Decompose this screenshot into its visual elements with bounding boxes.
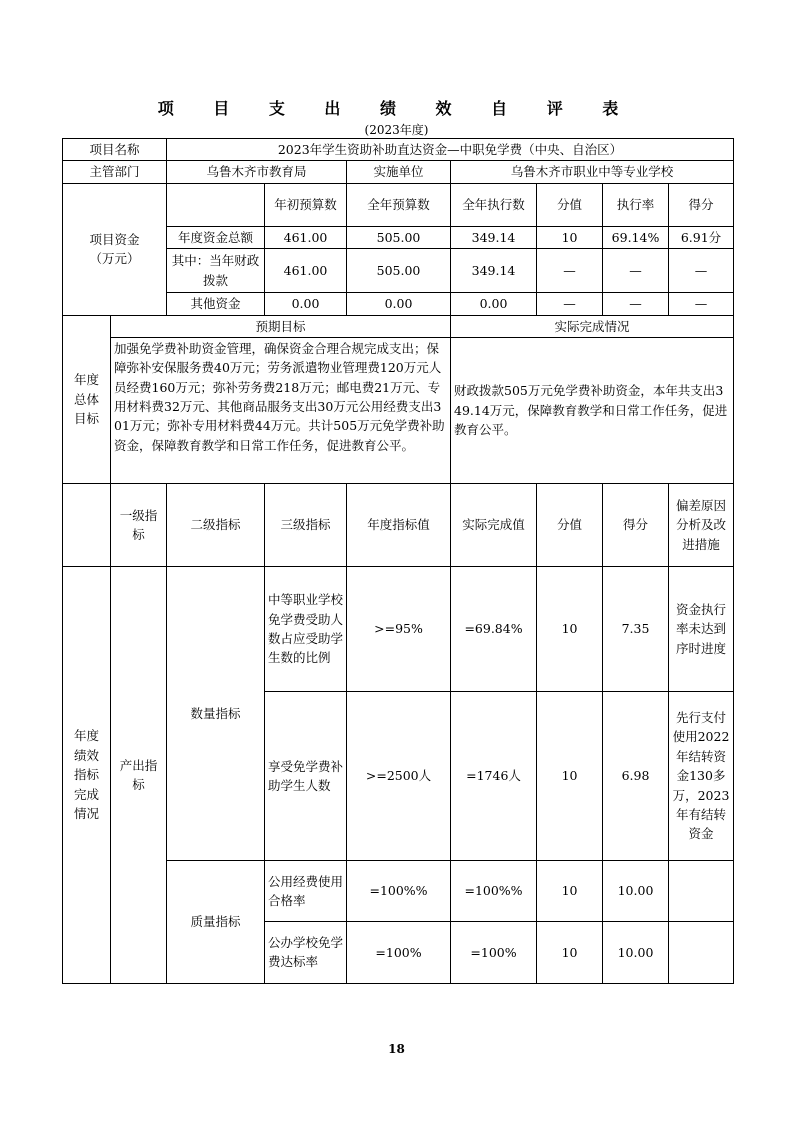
indicator-header: 实际完成值 bbox=[451, 483, 537, 566]
level3-indicator: 中等职业学校免学费受助人数占应受助学生数的比例 bbox=[265, 566, 347, 691]
level3-indicator: 公用经费使用合格率 bbox=[265, 860, 347, 921]
project-name-row bbox=[63, 139, 734, 161]
funds-cell: — bbox=[537, 293, 603, 315]
target-value: =100% bbox=[347, 921, 451, 983]
indicator-header: 二级指标 bbox=[167, 483, 265, 566]
target-value: >=2500人 bbox=[347, 691, 451, 860]
funds-header: 全年执行数 bbox=[451, 183, 537, 226]
funds-cell: 0.00 bbox=[265, 293, 347, 315]
actual-value: =100%% bbox=[451, 860, 537, 921]
score: 6.98 bbox=[603, 691, 669, 860]
indicator-header: 分值 bbox=[537, 483, 603, 566]
funds-cell: 69.14% bbox=[603, 226, 669, 248]
indicator-header: 三级指标 bbox=[265, 483, 347, 566]
funds-cell: 349.14 bbox=[451, 249, 537, 293]
level3-indicator: 享受免学费补助学生人数 bbox=[265, 691, 347, 860]
indicator-header: 年度指标值 bbox=[347, 483, 451, 566]
funds-cell: 349.14 bbox=[451, 226, 537, 248]
funds-cell: 0.00 bbox=[347, 293, 451, 315]
indicator-header-row bbox=[63, 483, 734, 566]
score-value: 10 bbox=[537, 921, 603, 983]
indicator-header: 得分 bbox=[603, 483, 669, 566]
page-title: 项 目 支 出 绩 效 自 评 表 bbox=[157, 99, 636, 118]
funds-cell: 505.00 bbox=[347, 249, 451, 293]
target-value: >=95% bbox=[347, 566, 451, 691]
deviation-reason bbox=[669, 860, 734, 921]
deviation-reason: 资金执行率未达到序时进度 bbox=[669, 566, 734, 691]
score-value: 10 bbox=[537, 566, 603, 691]
indicator-header-blank bbox=[63, 483, 111, 566]
planned-goal-text: 加强免学费补助资金管理，确保资金合理合规完成支出；保障弥补安保服务费40万元；劳务派遣物业管理费120万元人员经费160万元；弥补劳务费218万元；邮电费21万元、专用材料费32万元、其他商品服务支出30万元公用经费支出301万元；弥补专用材料费44万元。共计505万元免学费补助资金，保障教育教学和日常工作任务，促进教育公平。 bbox=[111, 337, 451, 483]
actual-goal-text: 财政拨款505万元免学费补助资金，本年共支出349.14万元，保障教育教学和日常工作任务，促进教育公平。 bbox=[451, 337, 734, 483]
target-value: =100%% bbox=[347, 860, 451, 921]
funds-label: 项目资金 （万元） bbox=[63, 183, 167, 315]
score-value: 10 bbox=[537, 860, 603, 921]
funds-header: 分值 bbox=[537, 183, 603, 226]
funds-header: 执行率 bbox=[603, 183, 669, 226]
funds-cell: 0.00 bbox=[451, 293, 537, 315]
deviation-reason: 先行支付使用2022年结转资金130多万，2023年有结转资金 bbox=[669, 691, 734, 860]
unit-label: 实施单位 bbox=[347, 161, 451, 183]
indicator-header: 偏差原因分析及改进措施 bbox=[669, 483, 734, 566]
funds-header: 年初预算数 bbox=[265, 183, 347, 226]
actual-value: =1746人 bbox=[451, 691, 537, 860]
funds-cell: 505.00 bbox=[347, 226, 451, 248]
performance-section-label: 年度 绩效 指标 完成 情况 bbox=[63, 566, 111, 983]
funds-cell: 10 bbox=[537, 226, 603, 248]
funds-cell: — bbox=[669, 249, 734, 293]
actual-goal-header: 实际完成情况 bbox=[451, 315, 734, 337]
funds-row-label: 年度资金总额 bbox=[167, 226, 265, 248]
actual-value: =69.84% bbox=[451, 566, 537, 691]
project-name-label: 项目名称 bbox=[63, 139, 167, 161]
dept-value: 乌鲁木齐市教育局 bbox=[167, 161, 347, 183]
goals-header-row bbox=[63, 315, 734, 337]
department-row bbox=[63, 161, 734, 183]
funds-header-row bbox=[63, 183, 734, 226]
dept-label: 主管部门 bbox=[63, 161, 167, 183]
score: 10.00 bbox=[603, 860, 669, 921]
funds-row-label: 其他资金 bbox=[167, 293, 265, 315]
funds-cell: — bbox=[669, 293, 734, 315]
indicator-row bbox=[63, 566, 734, 691]
funds-row-label: 其中：当年财政拨款 bbox=[167, 249, 265, 293]
score: 10.00 bbox=[603, 921, 669, 983]
score-value: 10 bbox=[537, 691, 603, 860]
unit-value: 乌鲁木齐市职业中等专业学校 bbox=[451, 161, 734, 183]
funds-cell: — bbox=[603, 293, 669, 315]
planned-goal-header: 预期目标 bbox=[111, 315, 451, 337]
funds-cell: 461.00 bbox=[265, 226, 347, 248]
level2-indicator: 数量指标 bbox=[167, 566, 265, 860]
funds-cell: — bbox=[603, 249, 669, 293]
indicator-header: 一级指标 bbox=[111, 483, 167, 566]
self-evaluation-table bbox=[62, 138, 734, 984]
page-subtitle: (2023年度) bbox=[364, 123, 429, 137]
funds-header-blank bbox=[167, 183, 265, 226]
score: 7.35 bbox=[603, 566, 669, 691]
project-name-value: 2023年学生资助补助直达资金—中职免学费（中央、自治区） bbox=[167, 139, 734, 161]
page-number: 18 bbox=[388, 1042, 405, 1056]
actual-value: =100% bbox=[451, 921, 537, 983]
funds-cell: — bbox=[537, 249, 603, 293]
funds-header: 全年预算数 bbox=[347, 183, 451, 226]
goals-text-row bbox=[63, 337, 734, 483]
deviation-reason bbox=[669, 921, 734, 983]
level2-indicator: 质量指标 bbox=[167, 860, 265, 983]
funds-cell: 6.91分 bbox=[669, 226, 734, 248]
goals-label: 年度 总体 目标 bbox=[63, 315, 111, 483]
level3-indicator: 公办学校免学费达标率 bbox=[265, 921, 347, 983]
funds-header: 得分 bbox=[669, 183, 734, 226]
level1-indicator: 产出指标 bbox=[111, 566, 167, 983]
funds-cell: 461.00 bbox=[265, 249, 347, 293]
